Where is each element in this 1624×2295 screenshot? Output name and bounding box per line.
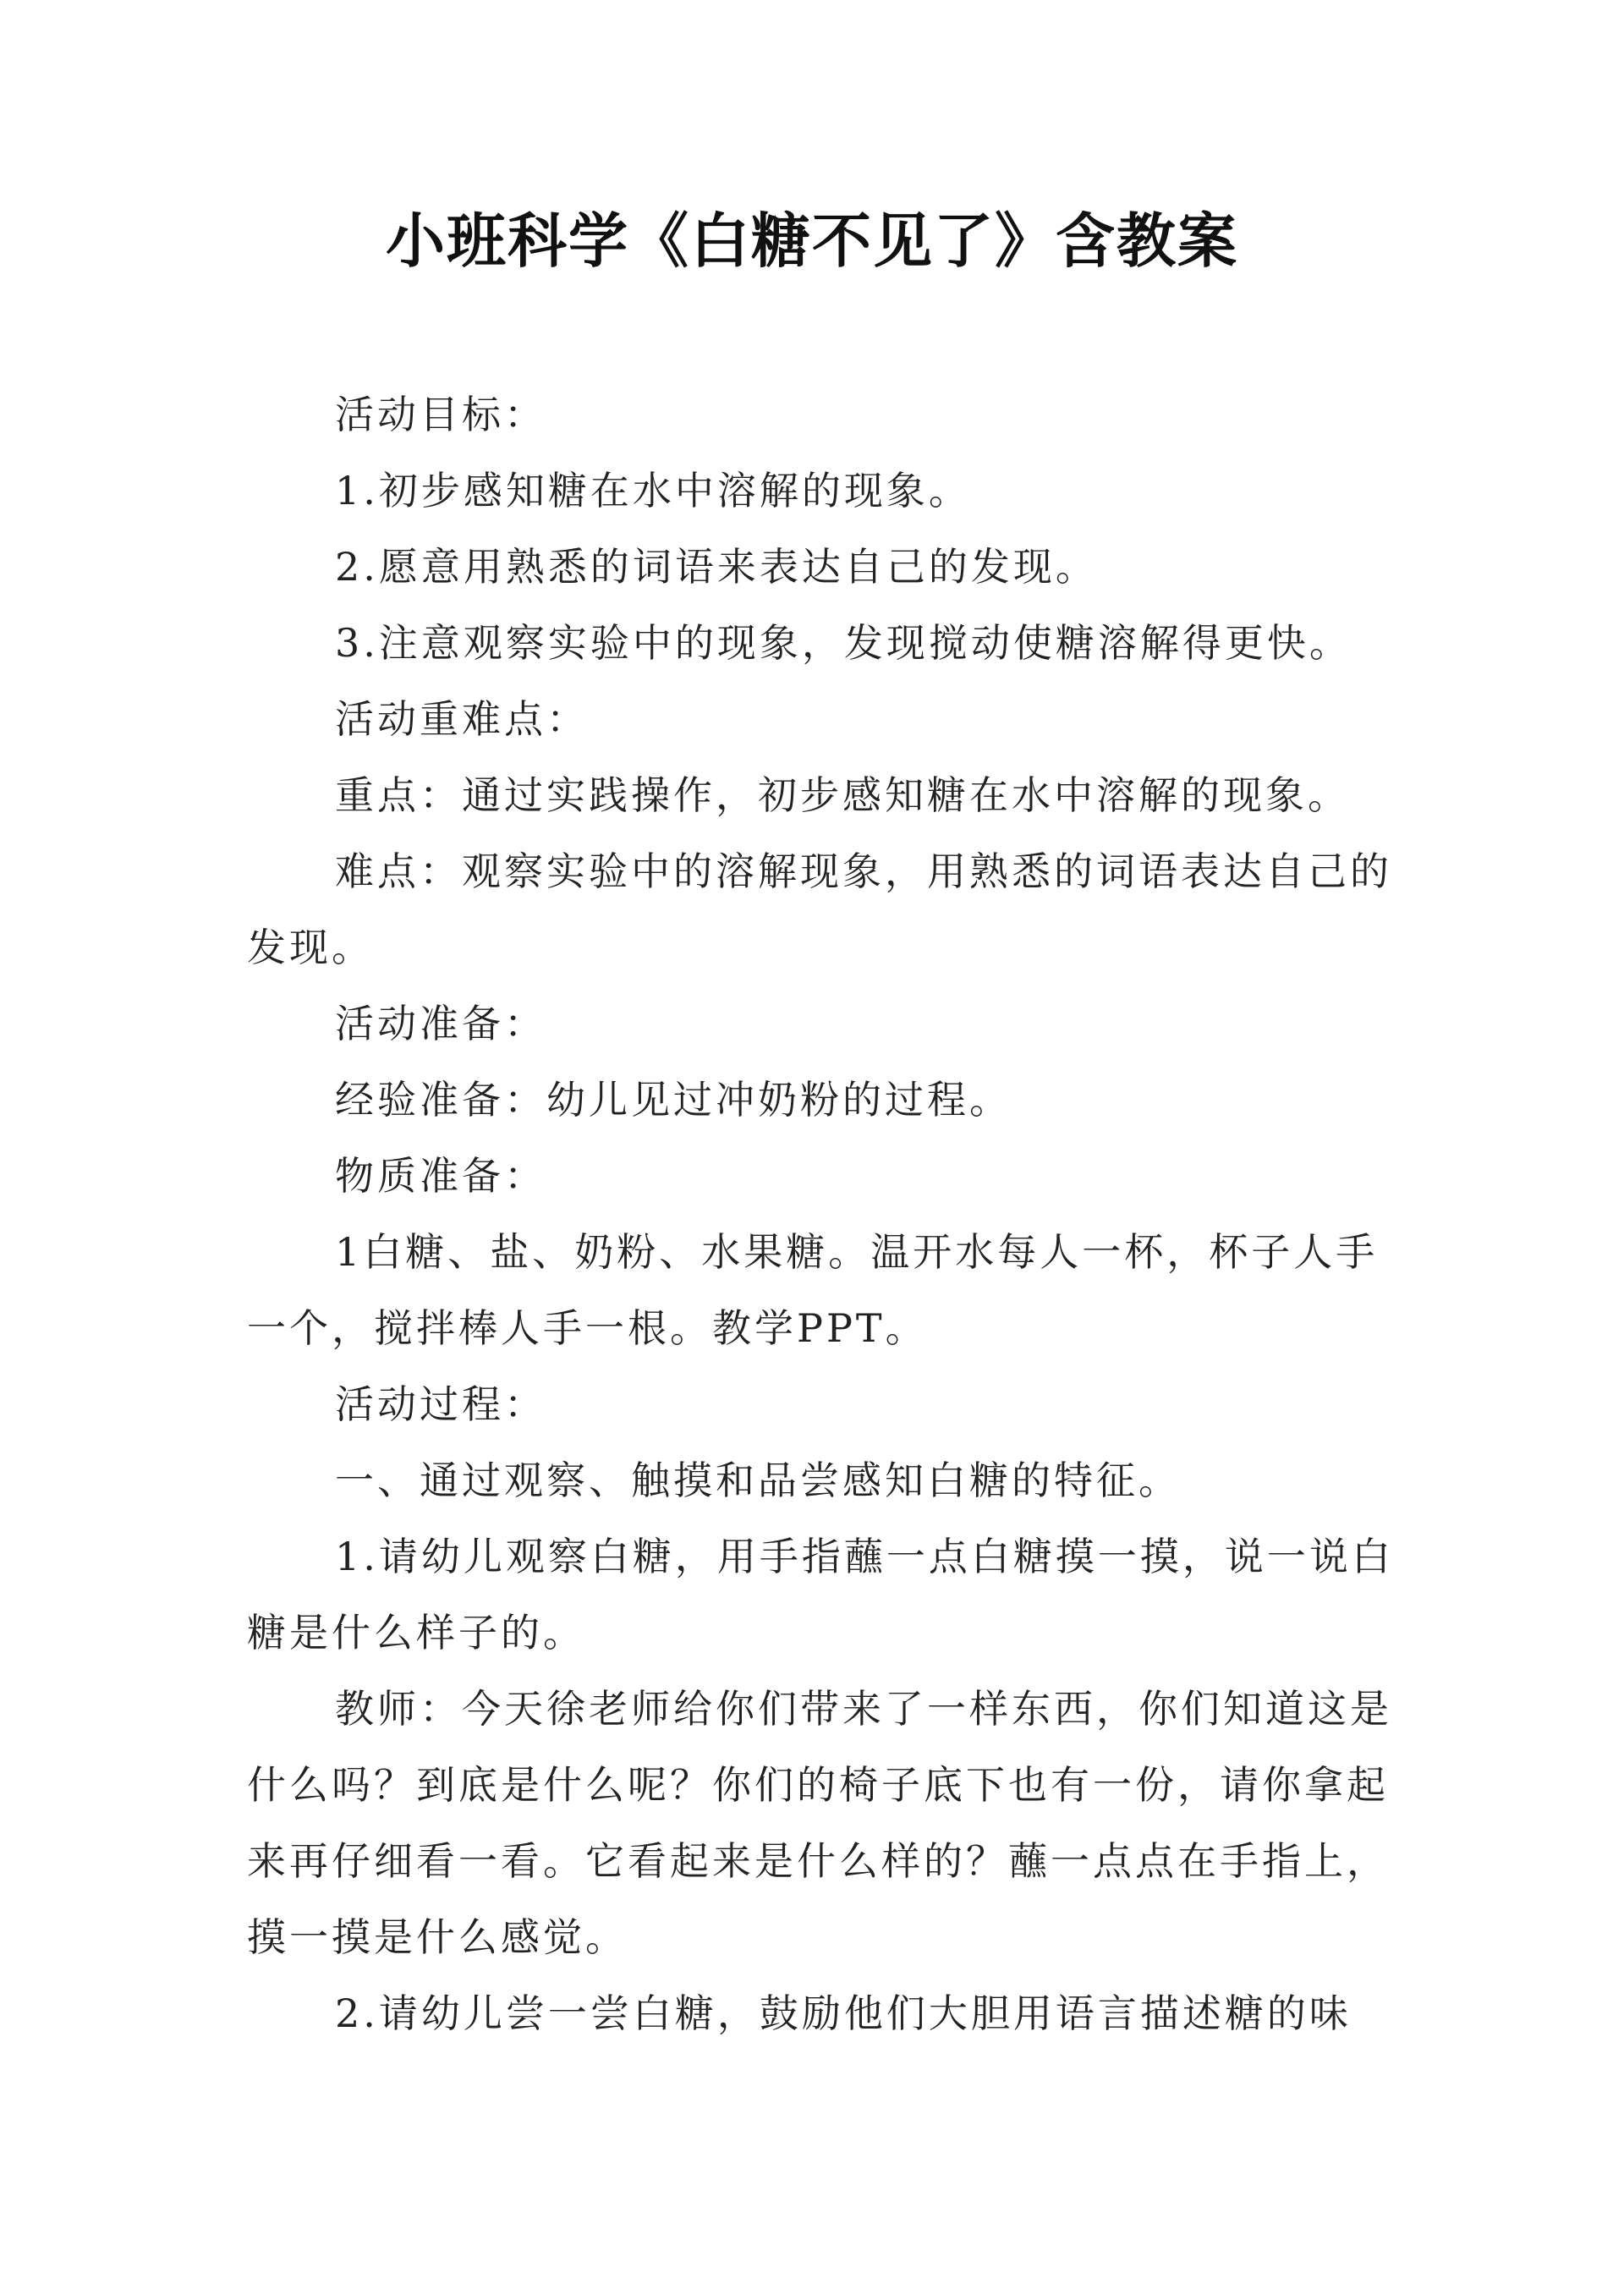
paragraph-experience-preparation: 经验准备：幼儿见过冲奶粉的过程。 [335, 1077, 1012, 1123]
paragraph-material-preparation-heading: 物质准备： [335, 1153, 546, 1199]
paragraph-goal-1: 1.初步感知糖在水中溶解的现象。 [335, 468, 971, 513]
paragraph-step-1-1: 1.请幼儿观察白糖，用手指蘸一点白糖摸一摸，说一说白糖是什么样子的。 [247, 1534, 1394, 1655]
paragraph-step-one: 一、通过观察、触摸和品尝感知白糖的特征。 [335, 1458, 1181, 1503]
document-body [247, 376, 1402, 2051]
document-title: 小班科学《白糖不见了》含教案 [386, 206, 1238, 276]
paragraph-materials: 1白糖、盐、奶粉、水果糖。温开水每人一杯，杯子人手一个，搅拌棒人手一根。教学PPT。 [247, 1229, 1379, 1351]
paragraph-key-point: 重点：通过实践操作，初步感知糖在水中溶解的现象。 [335, 772, 1350, 818]
paragraph-key-points-heading: 活动重难点： [335, 696, 589, 742]
paragraph-preparation-heading: 活动准备： [335, 1001, 546, 1046]
paragraph-goal-3: 3.注意观察实验中的现象，发现搅动使糖溶解得更快。 [335, 620, 1352, 666]
paragraph-teacher-speech: 教师：今天徐老师给你们带来了一样东西，你们知道这是什么吗？到底是什么呢？你们的椅子底下也有一份，请你拿起来再仔细看一看。它看起来是什么样的？蘸一点点在手指上，摸一摸是什么感觉。 [247, 1686, 1392, 1960]
paragraph-goals-heading: 活动目标： [335, 392, 546, 437]
paragraph-step-1-2: 2.请幼儿尝一尝白糖，鼓励他们大胆用语言描述糖的味 [335, 1990, 1352, 2036]
paragraph-process-heading: 活动过程： [335, 1381, 546, 1427]
paragraph-goal-2: 2.愿意用熟悉的词语来表达自己的发现。 [335, 544, 1098, 590]
paragraph-difficult-point: 难点：观察实验中的溶解现象，用熟悉的词语表达自己的发现。 [247, 848, 1392, 970]
